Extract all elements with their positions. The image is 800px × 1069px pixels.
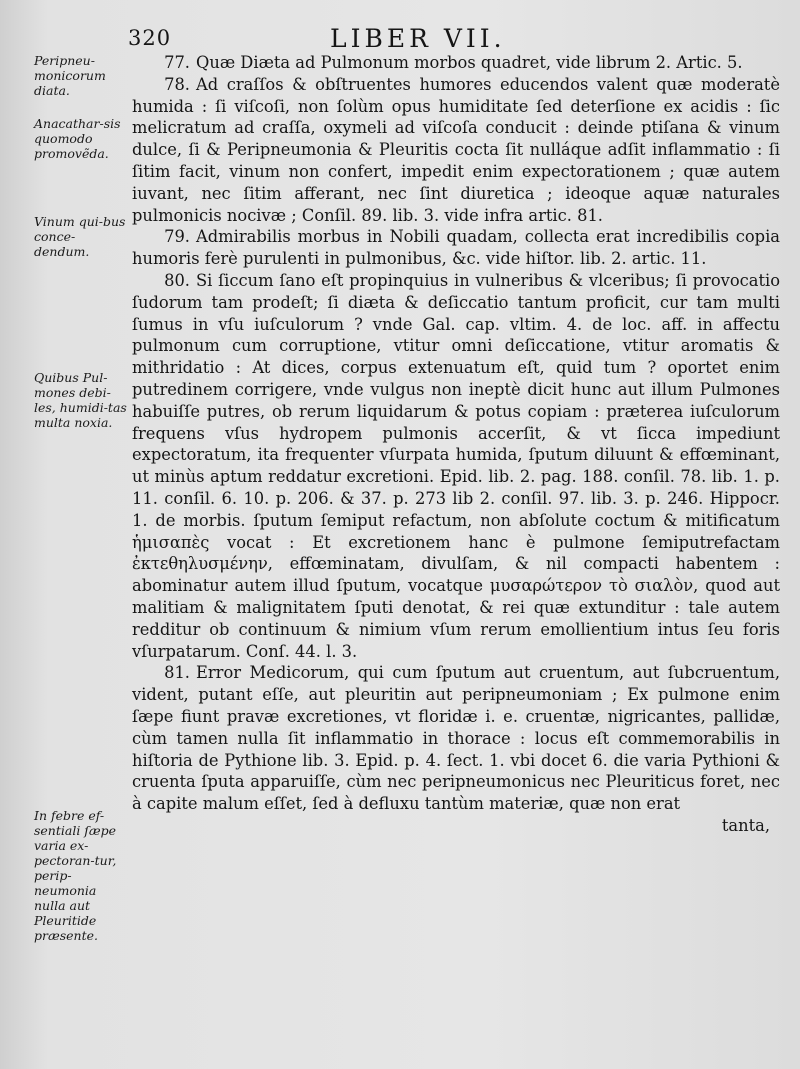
paragraph-text: Ad craſſos & obſtruentes humores educendos valent quæ moderatè humida : ſi viſcoſi, non ſolùm opus humiditate ſed deterſione ex acidis : ſic melicratum ad craſſa, oxymeli ad viſcoſa conducit : deinde ptiſana & vinum dulce, ſi & Peripneumonia & Pleuritis cocta ſit nulláque adſit inflammatio : ſi ſitim facit, vinum non confert, impedit enim expectorationem ; quæ autem iuvant, nec ſitim afferant, nec ſint diuretica ; ideoque aquæ naturales pulmonicis nocivæ ; Conſil. 89. lib. 3. vide infra artic. 81.	[132, 74, 780, 225]
paragraph-number: 80.	[164, 270, 190, 290]
page-number: 320	[128, 26, 172, 50]
margin-note-vinum: Vinum qui-bus conce-dendum.	[34, 214, 126, 259]
paragraph-text: Quæ Diæta ad Pulmonum morbos quadret, vide librum 2. Artic. 5.	[196, 53, 743, 72]
page-header	[0, 22, 800, 54]
margin-note-anacatharsis: Anacathar-sis quomodo promovẽda.	[34, 116, 121, 161]
paragraph-number: 77.	[164, 53, 190, 72]
margin-note-peripneumonicorum: Peripneu-monicorum diata.	[34, 53, 106, 98]
paragraph-number: 78.	[164, 74, 190, 94]
paragraph-77	[132, 52, 780, 74]
paragraph-text: Error Medicorum, qui cum ſputum aut cruentum, aut ſubcruentum, vident, putant eſſe, aut pleuritin aut peripneumoniam ; Ex pulmone enim ſæpe fiunt pravæ excretiones, vt floridæ i. e. cruentæ, nigricantes, pallidæ, cùm tamen nulla ſit inflammatio in thorace : locus eſt commemorabilis in hiſtoria de Pythione lib. 3. Epid. p. 4. ſect. 1. vbi docet 6. die varia Pythioni & cruenta ſputa apparuiſſe, cùm nec peripneumonicus nec Pleuriticus foret, nec à capite malum eſſet, ſed à defluxu tantùm materiæ, quæ non erat	[132, 663, 780, 814]
margin-note-quibus-pulmones: Quibus Pul-mones debi-les, humidi-tas multa noxia.	[34, 370, 127, 430]
paragraph-81	[132, 662, 780, 815]
paragraph-number: 79.	[164, 227, 190, 247]
paragraph-text: Si ſiccum ſano eſt propinquius in vulneribus & vlceribus; ſi provocatio ſudorum tam prodeſt; ſi diæta & deſiccatio tantum proficit, cur tam multi ſumus in vſu iuſculorum ? vnde Gal. cap. vltim. 4. de loc. aff. in affectu pulmonum cum corruptione, vtitur omni deſiccatione, vtitur aromatis & mithridatio : At dices, corpus extenuatum eſt, quid tum ? oportet enim putredinem corrigere, vnde vulgus non ineptè dicit hunc aut illum Pulmones habuiſſe putres, ob rerum liquidarum & potus copiam : præterea iuſculorum frequens vſus hydropem pulmonis accerſit, & vt ſicca impediunt expectoratum, ita frequenter vſurpata humida, ſputum diluunt & effœminant, ut minùs aptum reddatur excretioni. Epid. lib. 2. pag. 188. conſil. 78. lib. 1. p. 11. conſil. 6. 10. p. 206. & 37. p. 273 lib 2. conſil. 97. lib. 3. p. 246. Hippocr. 1. de morbis. ſputum ſemiput refactum, non abſolute coctum & mitificatum ἡμισαπὲς vocat : Et excretionem hanc è pulmone ſemiputrefactam ἐκτεθηλυσμένην, effœminatam, divulſam, & nil compacti habentem : abominatur autem illud ſputum, vocatque μυσαρώτερον τὸ σιαλὸν, quod aut malitiam & malignitatem ſputi denotat, & rei quæ extunditur : tale autem redditur ob continuum & nimium vſum rerum emollientium intus ſeu foris vſurpatarum. Conſ. 44. l. 3.	[132, 270, 780, 661]
paragraph-79	[132, 226, 780, 270]
paragraph-number: 81.	[164, 663, 190, 683]
paragraph-text: Admirabilis morbus in Nobili quadam, collecta erat incredibilis copia humoris ferè purulenti in pulmonibus, &c. vide hiſtor. lib. 2. artic. 11.	[132, 227, 780, 269]
main-text	[132, 52, 780, 837]
running-head: LIBER VII.	[330, 24, 506, 53]
paragraph-78	[132, 74, 780, 227]
paragraph-80	[132, 270, 780, 662]
catchword: tanta,	[721, 815, 770, 835]
margin-note-in-febre: In febre ef-sentiali ſæpe varia ex-pectoran-tur, perip-neumonia nulla aut Pleuritide præsente.	[34, 808, 117, 943]
